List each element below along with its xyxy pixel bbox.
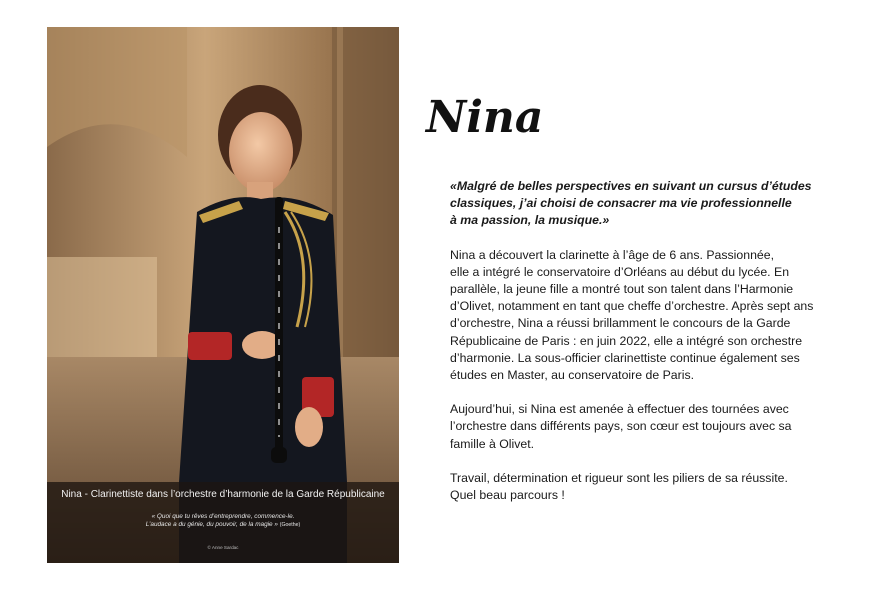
portrait-photo (47, 27, 399, 563)
quote-line: à ma passion, la musique.» (450, 213, 610, 228)
photo-quote-line-2 (47, 521, 399, 528)
quote-line: classiques, j’ai choisi de consacrer ma vie professionnelle (450, 196, 792, 211)
text-line: Nina a découvert la clarinette à l’âge de 6 ans. Passionnée, (450, 247, 775, 262)
text-line: l’orchestre dans différents pays, son cœur est toujours avec sa (450, 419, 792, 434)
photo-quote-text-2: L’audace a du génie, du pouvoir, de la magie » (145, 521, 278, 528)
article-body (450, 178, 830, 521)
text-line: Travail, détermination et rigueur sont les piliers de sa réussite. (450, 470, 788, 485)
article-paragraph-3 (450, 470, 830, 504)
photo-caption: Nina - Clarinettiste dans l’orchestre d’harmonie de la Garde Républicaine (61, 489, 385, 500)
text-line: parallèle, la jeune fille a montré tout son talent dans l’Harmonie (450, 282, 794, 297)
text-line: d’harmonie. La sous-officier clarinettiste continue également ses (450, 350, 800, 365)
text-line: elle a intégré le conservatoire d’Orléans au début du lycée. En (450, 264, 790, 279)
page-title: Nina (426, 92, 544, 143)
text-line: Aujourd’hui, si Nina est amenée à effectuer des tournées avec (450, 402, 789, 417)
article-quote (450, 178, 830, 230)
article-paragraph-2 (450, 401, 830, 453)
text-line: Républicaine de Paris : en juin 2022, elle a intégré son orchestre (450, 333, 803, 348)
photo-quote-line-1: « Quoi que tu rêves d’entreprendre, commence-le. (151, 513, 295, 520)
text-line: famille à Olivet. (450, 436, 535, 451)
quote-line: «Malgré de belles perspectives en suivant un cursus d’études (450, 179, 812, 193)
text-line: études en Master, au conservatoire de Paris. (450, 368, 695, 383)
article-paragraph-1 (450, 247, 830, 385)
text-line: d’Olivet, notamment en tant que cheffe d’orchestre. Après sept ans (450, 299, 814, 314)
photo-quote-attribution: (Goethe) (279, 522, 301, 528)
photo-credit: © Anne Sardac (207, 545, 239, 550)
text-line: d’orchestre, Nina a réussi brillamment le concours de la Garde (450, 316, 791, 331)
text-line: Quel beau parcours ! (450, 488, 565, 503)
